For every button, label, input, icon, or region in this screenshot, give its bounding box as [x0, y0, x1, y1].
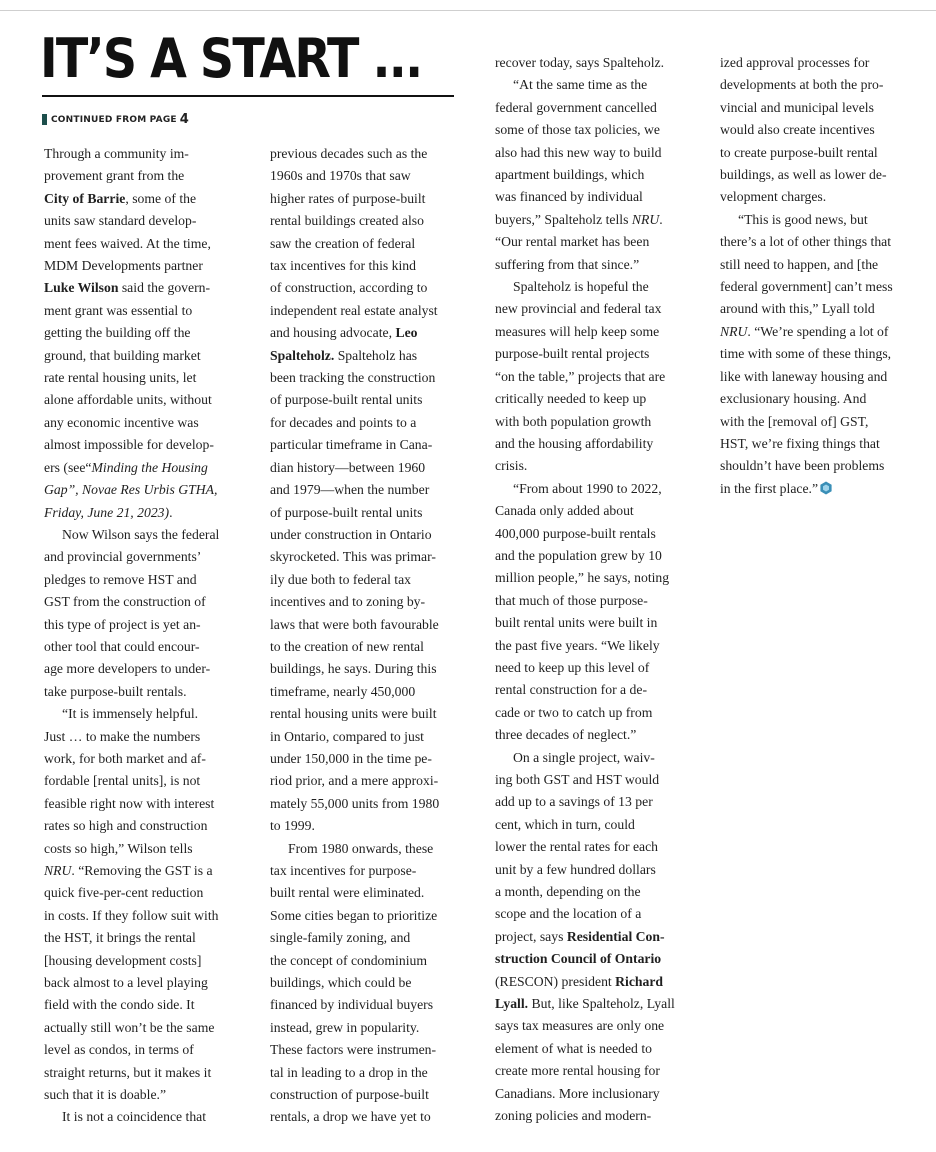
article-line: riod prior, and a mere approxi- [270, 773, 439, 789]
article-line: timeframe, nearly 450,000 [270, 683, 416, 699]
article-line: NRU. “Removing the GST is a [44, 863, 213, 878]
article-line: time with some of these things, [720, 346, 892, 362]
article-line: apartment buildings, which [495, 167, 645, 183]
article-line: ground, that building market [44, 347, 201, 363]
article-line: 1960s and 1970s that saw [270, 168, 411, 184]
article-line: work, for both market and af- [44, 750, 206, 766]
article-line: tax incentives for purpose- [270, 863, 417, 878]
article-line: back almost to a level playing [44, 975, 208, 991]
article-line: buildings, as well as lower de- [720, 167, 887, 183]
article-line: 400,000 purpose-built rentals [495, 525, 656, 541]
article-line: age more developers to under- [44, 661, 211, 677]
article-line: Canadians. More inclusionary [495, 1085, 660, 1101]
article-line: ing both GST and HST would [495, 772, 660, 787]
article-line: was financed by individual [495, 189, 643, 205]
article-line: cent, which in turn, could [495, 816, 635, 832]
article-line: unit by a few hundred dollars [495, 861, 656, 877]
article-line: in the first place.” [720, 478, 916, 500]
article-line: “This is good news, but [738, 211, 868, 227]
article-line: and housing advocate, Leo [270, 325, 418, 341]
article-line: It is not a coincidence that [62, 1109, 207, 1125]
article-line: developments at both the pro- [720, 77, 884, 93]
article-line: of purpose-built rental units [270, 504, 423, 520]
article-line: three decades of neglect.” [495, 727, 637, 743]
article-line: quick five-per-cent reduction [44, 885, 204, 901]
article-line: new provincial and federal tax [495, 301, 662, 317]
article-line: such that it is doable.” [44, 1087, 167, 1103]
article-line: this type of project is yet an- [44, 616, 201, 632]
article-line: need to keep up this level of [495, 659, 650, 675]
article-line: pledges to remove HST and [44, 571, 197, 587]
article-line: create more rental housing for [495, 1063, 660, 1079]
article-line: single-family zoning, and [270, 930, 411, 946]
article-line: critically needed to keep up [495, 391, 647, 407]
article-line: From 1980 onwards, these [288, 840, 434, 856]
article-line: cade or two to catch up from [495, 704, 653, 720]
continued-text: CONTINUED FROM PAGE [51, 114, 177, 125]
article-line: struction Council of Ontario [495, 951, 662, 967]
article-line: higher rates of purpose-built [270, 190, 426, 206]
article-line: feasible right now with interest [44, 795, 215, 811]
article-line: shouldn’t have been problems [720, 458, 885, 474]
article-column-4 [720, 52, 916, 500]
article-line: rental construction for a de- [495, 682, 648, 698]
article-line: laws that were both favourable [270, 616, 439, 632]
article-line: These factors were instrumen- [270, 1042, 437, 1058]
article-line: Spalteholz is hopeful the [513, 279, 649, 295]
article-line: instead, grew in popularity. [270, 1019, 420, 1035]
article-line: and 1979—when the number [270, 482, 430, 498]
article-line: buildings, which could be [270, 975, 412, 991]
article-line: under 150,000 in the time pe- [270, 750, 432, 766]
article-line: to create purpose-built rental [720, 144, 878, 160]
article-line: “It is immensely helpful. [62, 706, 199, 722]
article-line: Luke Wilson said the govern- [44, 280, 211, 296]
article-line: “From about 1990 to 2022, [513, 480, 662, 496]
article-line: and the population grew by 10 [495, 547, 662, 563]
article-line: rentals, a drop we have yet to [270, 1109, 431, 1125]
article-line: units saw standard develop- [44, 213, 197, 229]
article-line: million people,” he says, noting [495, 570, 670, 586]
article-line: to the creation of new rental [270, 638, 424, 654]
article-line: On a single project, waiv- [513, 749, 655, 765]
article-line: in Ontario, compared to just [270, 728, 424, 744]
article-line: also had this new way to build [495, 144, 662, 160]
article-line: the concept of condominium [270, 952, 427, 968]
article-column-3 [495, 52, 691, 1128]
article-line: rate rental housing units, let [44, 370, 197, 386]
article-line: “on the table,” projects that are [495, 368, 666, 384]
continued-marker [42, 114, 47, 125]
headline: IT’S A START ... [40, 27, 422, 90]
article-line: getting the building off the [44, 325, 191, 341]
article-line: in costs. If they follow suit with [44, 907, 219, 923]
article-line: rental housing units were built [270, 706, 437, 722]
article-line: been tracking the construction [270, 370, 436, 386]
article-line: would also create incentives [720, 122, 875, 138]
article-line: recover today, says Spalteholz. [495, 55, 665, 70]
article-line: mately 55,000 units from 1980 [270, 795, 440, 811]
article-line: built rental were eliminated. [270, 885, 425, 901]
article-line: ment grant was essential to [44, 302, 193, 318]
article-line: Now Wilson says the federal [62, 526, 220, 542]
continued-page-number: 4 [179, 112, 190, 127]
article-line: field with the condo side. It [44, 997, 195, 1013]
continued-from-label [42, 112, 189, 127]
end-of-article-icon [819, 481, 833, 495]
article-line: with both population growth [495, 413, 652, 429]
article-line: suffering from that since.” [495, 256, 640, 272]
article-line: ers (see“Minding the Housing [44, 459, 208, 475]
article-line: Just … to make the numbers [44, 728, 201, 744]
article-line: “At the same time as the [513, 77, 648, 93]
article-line: project, says Residential Con- [495, 928, 665, 944]
article-line: with the [removal of] GST, [720, 413, 869, 429]
article-line: other tool that could encour- [44, 638, 200, 654]
article-line: GST from the construction of [44, 594, 206, 610]
article-line: and provincial governments’ [44, 549, 202, 565]
article-line: around with this,” Lyall told [720, 301, 875, 317]
article-line: City of Barrie, some of the [44, 190, 197, 206]
article-line: take purpose-built rentals. [44, 683, 187, 699]
article-line: Canada only added about [495, 503, 634, 519]
article-line: tal in leading to a drop in the [270, 1064, 428, 1080]
article-line: still need to happen, and [the [720, 256, 879, 272]
article-line: for decades and points to a [270, 414, 417, 430]
article-line: rates so high and construction [44, 818, 208, 834]
article-line: add up to a savings of 13 per [495, 794, 653, 810]
article-line: ized approval processes for [720, 55, 870, 70]
article-line: tax incentives for this kind [270, 258, 416, 274]
article-line: there’s a lot of other things that [720, 234, 892, 250]
article-line: zoning policies and modern- [495, 1108, 652, 1124]
article-line: of purpose-built rental units [270, 392, 423, 408]
article-line: Some cities began to prioritize [270, 907, 438, 923]
article-line: particular timeframe in Cana- [270, 437, 433, 453]
article-line: any economic incentive was [44, 414, 199, 430]
article-line: Spalteholz. Spalteholz has [270, 347, 418, 363]
article-line: dian history—between 1960 [270, 459, 426, 475]
article-line: to 1999. [270, 818, 315, 834]
article-line: costs so high,” Wilson tells [44, 840, 193, 856]
article-line: and the housing affordability [495, 435, 654, 451]
article-line: HST, we’re fixing things that [720, 435, 880, 451]
article-line: crisis. [495, 458, 528, 474]
article-line: incentives and to zoning by- [270, 594, 426, 610]
article-line: a month, depending on the [495, 884, 641, 900]
article-line: like with laneway housing and [720, 368, 888, 384]
article-line: Lyall. But, like Spalteholz, Lyall [495, 996, 675, 1012]
article-line: (RESCON) president Richard [495, 973, 664, 989]
article-line: “Our rental market has been [495, 234, 650, 250]
article-column-1 [44, 143, 240, 1129]
article-line: previous decades such as the [270, 146, 428, 161]
article-line: MDM Developments partner [44, 258, 203, 274]
article-line: federal government cancelled [495, 99, 657, 115]
article-line: buildings, he says. During this [270, 661, 437, 677]
article-line: skyrocketed. This was primar- [270, 549, 436, 565]
top-border [0, 10, 936, 11]
article-line: buyers,” Spalteholz tells NRU. [495, 211, 663, 227]
headline-rule [42, 95, 454, 97]
article-line: ment fees waived. At the time, [44, 235, 211, 251]
article-line: velopment charges. [720, 189, 827, 205]
article-line: level as condos, in terms of [44, 1042, 194, 1058]
article-line: the past five years. “We likely [495, 637, 660, 653]
article-line: purpose-built rental projects [495, 346, 650, 362]
article-line: ily due both to federal tax [270, 571, 412, 587]
article-line: Through a community im- [44, 146, 189, 161]
article-line: under construction in Ontario [270, 526, 432, 542]
article-line: rental buildings created also [270, 213, 424, 229]
article-line: vincial and municipal levels [720, 99, 874, 115]
article-line: straight returns, but it makes it [44, 1064, 212, 1080]
article-line: says tax measures are only one [495, 1018, 665, 1034]
article-column-2 [270, 143, 466, 1129]
article-line: element of what is needed to [495, 1040, 652, 1056]
article-line: that much of those purpose- [495, 592, 648, 608]
article-line: actually still won’t be the same [44, 1019, 215, 1035]
article-line: the HST, it brings the rental [44, 930, 196, 946]
article-line: federal government] can’t mess [720, 279, 893, 295]
article-line: almost impossible for develop- [44, 437, 214, 453]
article-line: provement grant from the [44, 168, 185, 184]
article-line: some of those tax policies, we [495, 122, 660, 138]
article-line: exclusionary housing. And [720, 391, 867, 407]
article-line: NRU. “We’re spending a lot of [720, 323, 889, 339]
article-line: measures will help keep some [495, 323, 660, 339]
article-line: construction of purpose-built [270, 1087, 429, 1103]
article-line: alone affordable units, without [44, 392, 212, 408]
article-line: [housing development costs] [44, 952, 202, 968]
article-line: financed by individual buyers [270, 997, 434, 1013]
article-line: independent real estate analyst [270, 302, 438, 318]
article-line: built rental units were built in [495, 615, 658, 631]
article-line: lower the rental rates for each [495, 839, 659, 855]
article-line: fordable [rental units], is not [44, 773, 201, 789]
article-line: saw the creation of federal [270, 235, 416, 251]
article-line: Friday, June 21, 2023). [44, 504, 173, 520]
article-line: of construction, according to [270, 280, 428, 296]
article-line: scope and the location of a [495, 906, 642, 922]
article-line: Gap”, Novae Res Urbis GTHA, [44, 482, 218, 498]
